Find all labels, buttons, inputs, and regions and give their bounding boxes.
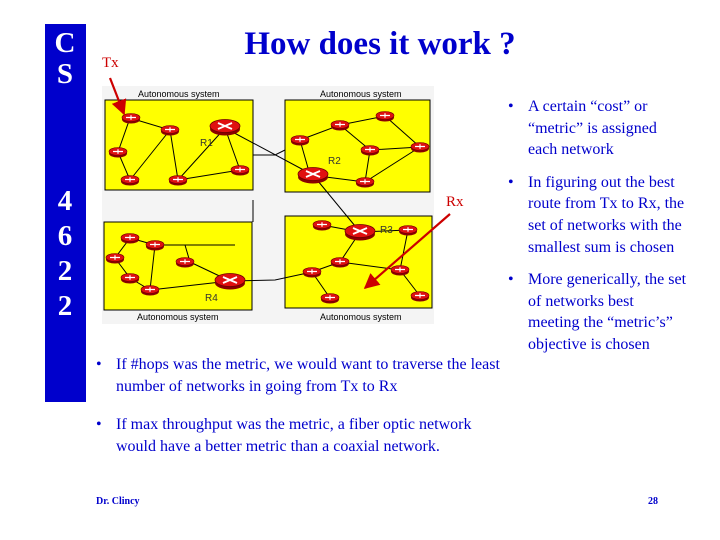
router-icon	[122, 114, 140, 124]
list-item: • In figuring out the best route from Tx to Rx, the set of networks with the smallest sum is chosen	[508, 172, 688, 258]
router-icon	[231, 166, 249, 176]
router-icon	[331, 258, 349, 268]
slide-title: How does it work ?	[244, 26, 516, 62]
router-icon	[298, 168, 328, 184]
tx-label: Tx	[102, 55, 119, 71]
footer-author: Dr. Clincy	[96, 496, 140, 507]
as-label: Autonomous system	[320, 89, 402, 99]
router-icon	[391, 266, 409, 276]
router-icon	[303, 268, 321, 278]
router-icon	[321, 294, 339, 304]
as-label: Autonomous system	[137, 312, 219, 322]
sidebar-digit: 4	[57, 185, 73, 217]
router-icon	[356, 178, 374, 188]
right-bullet-list	[508, 96, 688, 367]
list-item: • More generically, the set of networks best meeting the “metric’s” objective is chosen	[508, 269, 688, 355]
router-icon	[331, 121, 349, 131]
router-label: R3	[380, 225, 393, 236]
router-icon	[215, 274, 245, 290]
router-icon	[109, 148, 127, 158]
router-icon	[291, 136, 309, 146]
sidebar-digit: 6	[57, 220, 73, 252]
router-icon	[399, 226, 417, 236]
sidebar-letter: S	[56, 58, 74, 90]
router-icon	[210, 120, 240, 136]
router-icon	[176, 258, 194, 268]
router-icon	[146, 241, 164, 251]
router-icon	[121, 176, 139, 186]
list-item: • If #hops was the metric, we would want to traverse the least number of networks in going from Tx to Rx	[96, 354, 506, 397]
router-icon	[313, 221, 331, 231]
list-item: • If max throughput was the metric, a fiber optic network would have a better metric than a coaxial network.	[96, 414, 506, 457]
sidebar-digit: 2	[57, 290, 73, 322]
router-icon	[121, 274, 139, 284]
router-label: R2	[328, 156, 341, 167]
router-icon	[376, 112, 394, 122]
router-icon	[141, 286, 159, 296]
router-icon	[161, 126, 179, 136]
router-label: R1	[200, 138, 213, 149]
router-icon	[411, 292, 429, 302]
router-icon	[121, 234, 139, 244]
router-icon	[106, 254, 124, 264]
rx-label: Rx	[446, 194, 464, 210]
router-icon	[169, 176, 187, 186]
page-number: 28	[648, 496, 658, 507]
sidebar-letter: C	[54, 27, 76, 59]
sidebar-digit: 2	[57, 255, 73, 287]
router-icon	[361, 146, 379, 156]
router-icon	[345, 225, 375, 241]
bottom-bullet-list	[96, 354, 506, 474]
router-label: R4	[205, 293, 218, 304]
as-label: Autonomous system	[138, 89, 220, 99]
list-item: • A certain “cost” or “metric” is assigned each network	[508, 96, 688, 161]
as-label: Autonomous system	[320, 312, 402, 322]
router-icon	[411, 143, 429, 153]
